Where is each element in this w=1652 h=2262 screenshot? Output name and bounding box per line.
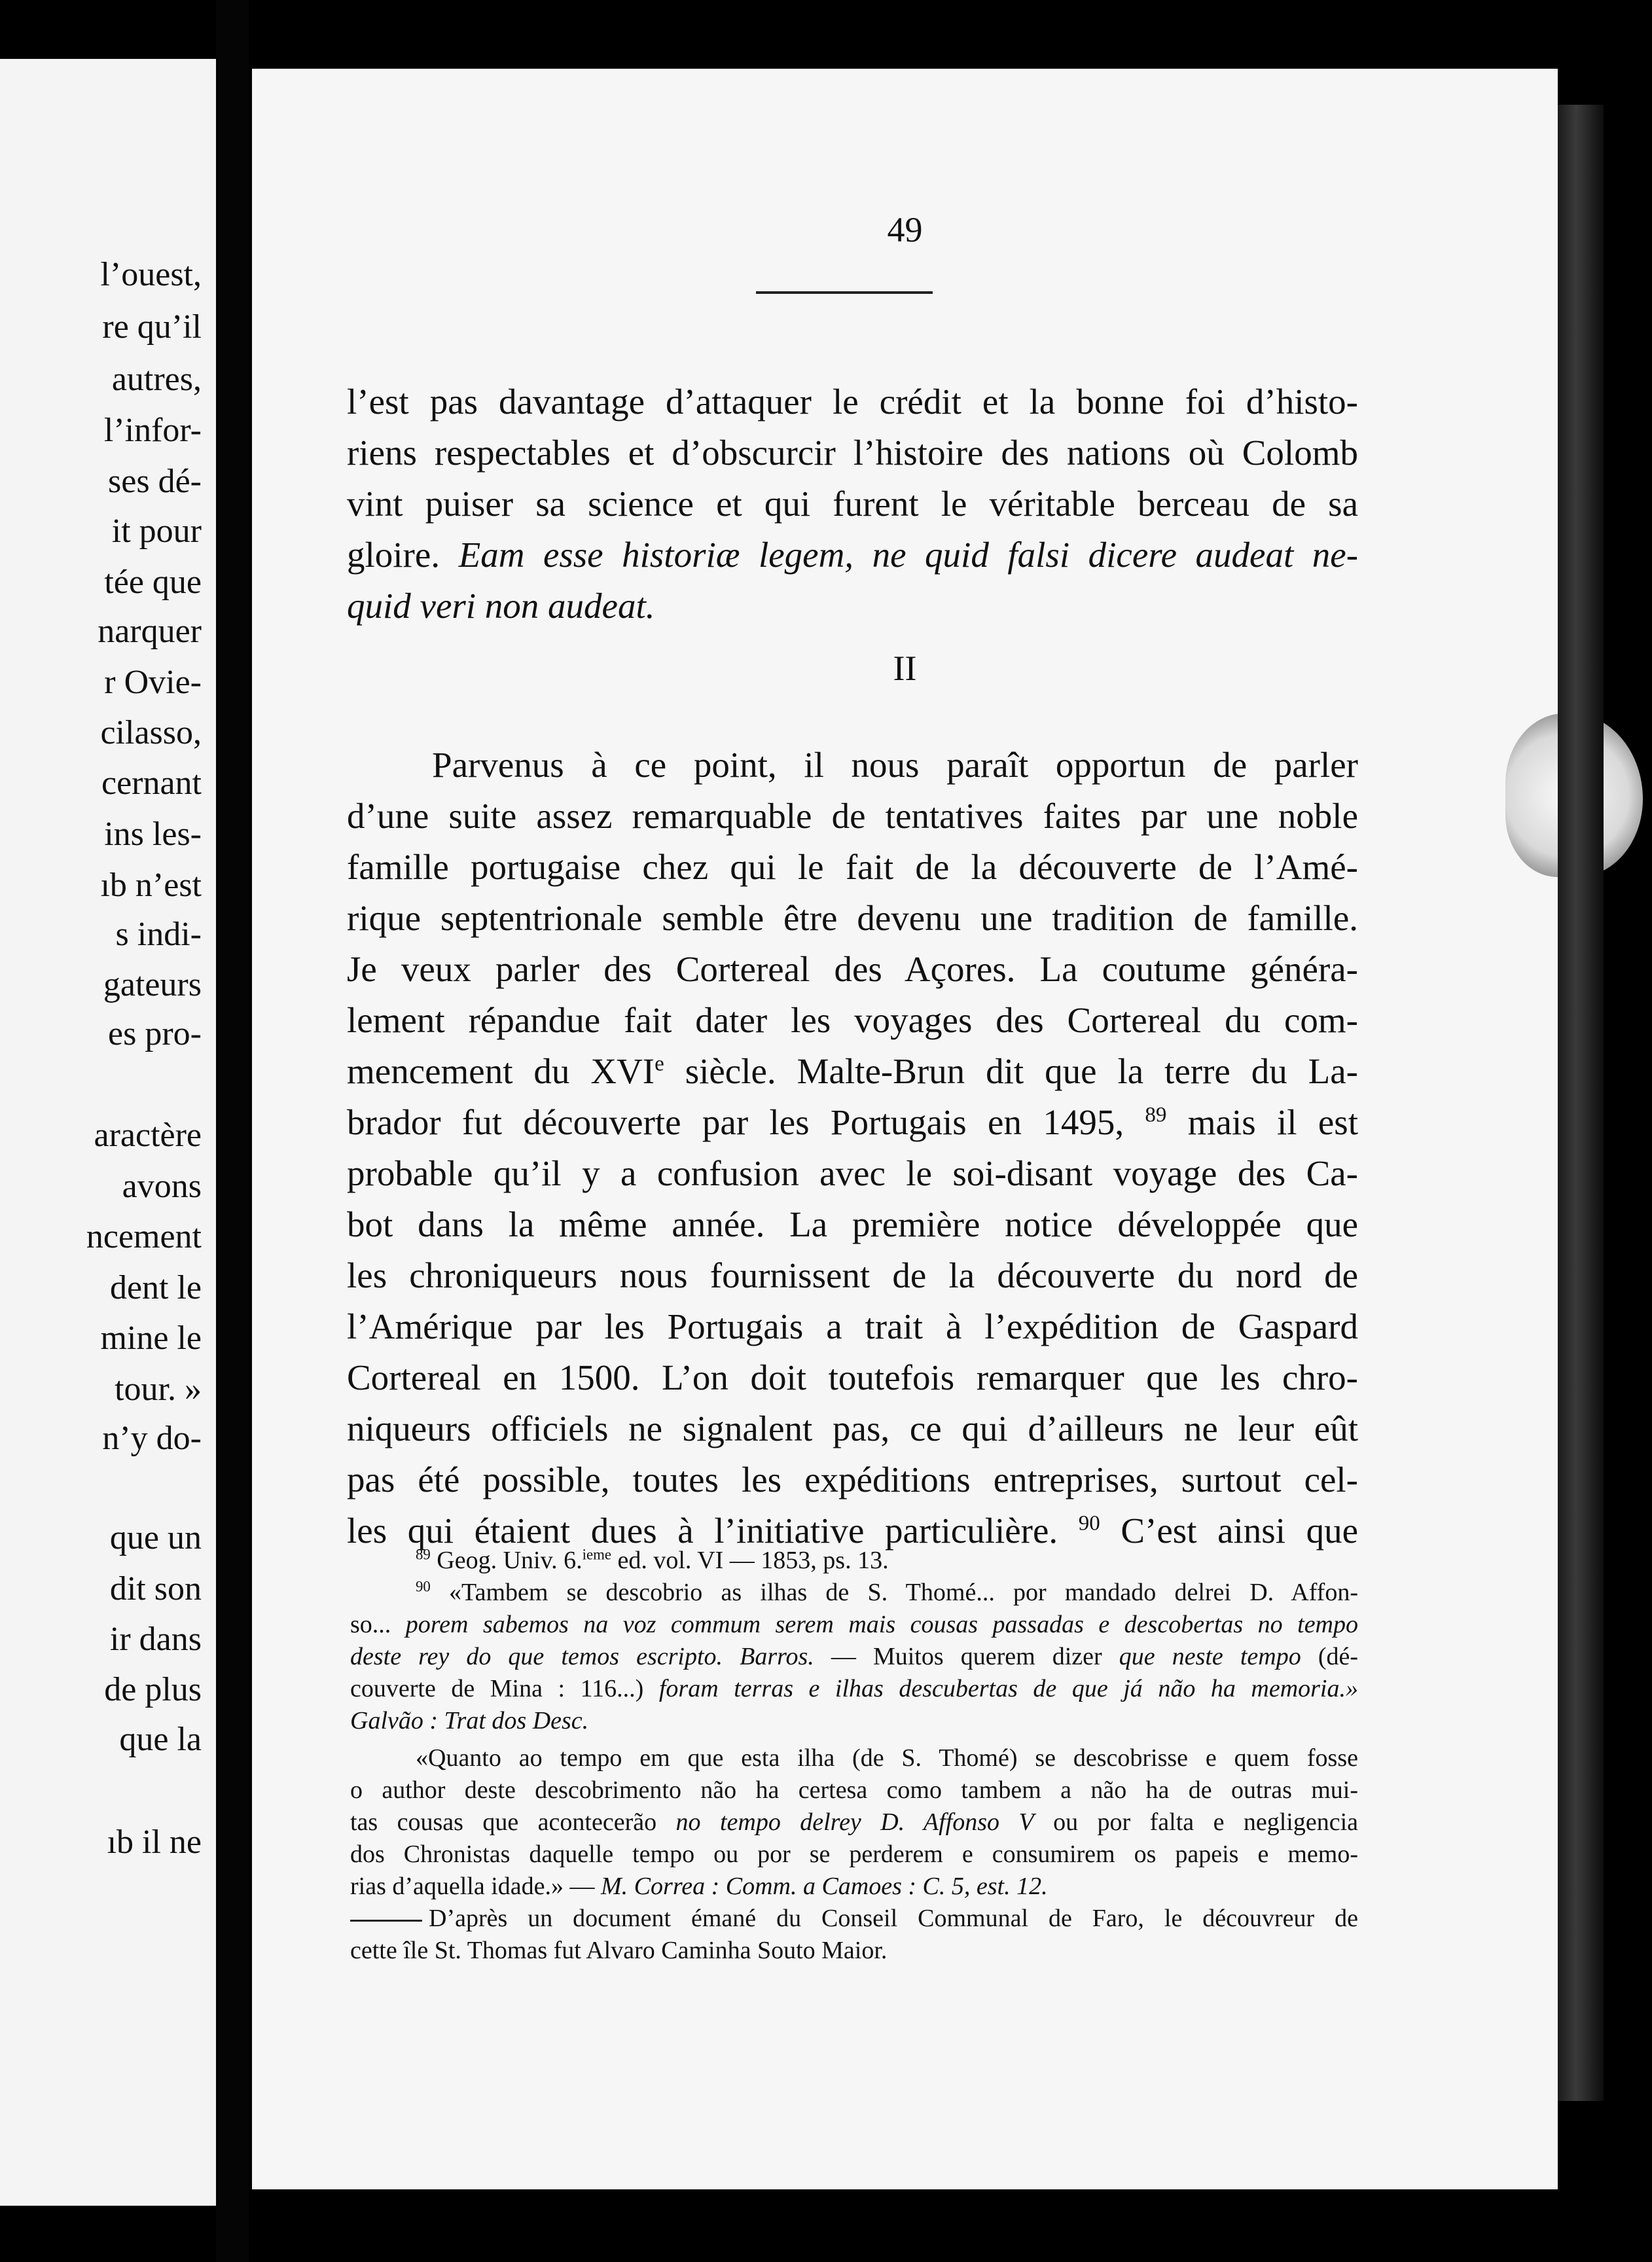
left-page-line: re qu’il	[102, 308, 202, 346]
text-segment: «Tambem se descobrio as ilhas de S. Thomé... por mandado delrei D. Affon-	[430, 1579, 1358, 1606]
text-segment: C’est ainsi que	[1100, 1511, 1359, 1551]
text-italic: deste rey do que temos escripto. Barros.	[350, 1643, 814, 1670]
footnote-line: Galvão : Trat dos Desc.	[350, 1707, 589, 1734]
text-segment: ou por falta e negligencia	[1033, 1808, 1359, 1836]
superscript: ieme	[582, 1546, 611, 1563]
text-line: lement répandue fait dater les voyages des Cortereal du com-	[347, 1000, 1358, 1040]
text-italic: no tempo delrey D. Affonso V	[675, 1808, 1034, 1836]
text-segment: (dé-	[1301, 1643, 1358, 1670]
footnote-line	[350, 1609, 1358, 1641]
text-line: vint puiser sa science et qui furent le véritable berceau de sa	[347, 484, 1358, 524]
page-number-rule	[756, 291, 933, 294]
text-italic: porem sabemos na voz commum serem mais cousas passadas e descobertas no tempo	[391, 1611, 1358, 1638]
left-page-line: de plus	[104, 1671, 202, 1708]
left-page-line: es pro-	[108, 1015, 202, 1052]
text-line: probable qu’il y a confusion avec le soi-disant voyage des Ca-	[347, 1153, 1358, 1193]
left-page-line: dit son	[109, 1570, 202, 1607]
left-page-line: autres,	[111, 361, 202, 398]
left-page-line: ıb il ne	[107, 1823, 202, 1861]
text-italic: que neste tempo	[1119, 1643, 1301, 1670]
left-page-line: it pour	[111, 512, 202, 550]
text-line: d’une suite assez remarquable de tentatives faites par une noble	[347, 796, 1358, 836]
text-line: Parvenus à ce point, il nous paraît opportun de parler	[432, 745, 1358, 785]
left-page-line: que la	[119, 1721, 202, 1758]
text-line: pas été possible, toutes les expéditions entreprises, surtout cel-	[347, 1460, 1358, 1499]
text-italic: M. Correa : Comm. a Camoes : C. 5, est. 12.	[601, 1873, 1048, 1900]
left-page-line: cernant	[101, 764, 202, 802]
footnote-90	[350, 1577, 1358, 1609]
text-line: riens respectables et d’obscurcir l’histoire des nations où Colomb	[347, 433, 1358, 473]
left-page-line: dent le	[109, 1269, 202, 1306]
footnotes	[350, 1545, 1358, 1967]
text-line	[347, 1097, 1358, 1148]
footnote-line	[350, 1806, 1358, 1839]
left-page-line: l’ouest,	[100, 256, 202, 293]
left-page-line: tée que	[104, 564, 202, 601]
left-page-line: aractère	[94, 1117, 202, 1154]
left-page-line: ins les-	[104, 816, 202, 853]
left-page-line: r Ovie-	[104, 664, 202, 701]
text-line: rique septentrionale semble être devenu une tradition de famille.	[347, 898, 1358, 938]
text-line: famille portugaise chez qui le fait de la découverte de l’Amé-	[347, 847, 1358, 887]
footnote-line	[350, 1673, 1358, 1705]
footnote-line	[350, 1903, 1358, 1935]
footnote-ref-90: 90	[1078, 1511, 1100, 1535]
footnote-89	[350, 1545, 1358, 1577]
text-segment: couverte de Mina : 116...)	[350, 1675, 644, 1702]
left-page-line: ıb n’est	[100, 867, 202, 904]
footnote-number: 89	[416, 1546, 431, 1563]
text-segment: les qui étaient dues à l’initiative particulière.	[347, 1511, 1079, 1551]
book-edge	[1558, 105, 1604, 2101]
text-segment: mais il est	[1166, 1102, 1358, 1142]
latin-quote-end: quid veri non audeat.	[347, 586, 655, 626]
footnote-line: «Quanto ao tempo em que esta ilha (de S. Thomé) se descobrisse e quem fosse	[416, 1744, 1358, 1772]
text-line	[347, 530, 1358, 581]
text-segment: ed. vol. VI — 1853, ps. 13.	[611, 1547, 889, 1574]
text-segment: brador fut découverte par les Portugais en 1495,	[347, 1102, 1145, 1142]
book-gutter	[216, 0, 249, 2262]
page-number: 49	[887, 210, 923, 249]
book-page	[252, 69, 1558, 2189]
left-page-line: s indi-	[115, 916, 202, 953]
text-segment: — Muitos querem dizer	[814, 1643, 1119, 1670]
left-page-line: ses dé-	[108, 463, 202, 500]
text-line: l’est pas davantage d’attaquer le crédit et la bonne foi d’histo-	[347, 382, 1358, 422]
text-segment: tas cousas que acontecerão	[350, 1808, 676, 1836]
text-segment: siècle. Malte-Brun dit que la terre du La-	[664, 1051, 1358, 1091]
left-page-line: avons	[122, 1168, 202, 1205]
section-heading: II	[893, 649, 917, 688]
text-roman: gloire.	[347, 535, 440, 575]
paragraph-main	[347, 740, 1358, 1556]
footnote-line: dos Chronistas daquelle tempo ou por se perderem e consumirem os papeis e memo-	[350, 1840, 1358, 1868]
text-italic: foram terras e ilhas descubertas de que já não ha memoria.»	[643, 1675, 1358, 1702]
footnote-line: cette île St. Thomas fut Alvaro Caminha Souto Maior.	[350, 1937, 888, 1964]
left-page-line: n’y do-	[102, 1420, 202, 1457]
text-segment: rias d’aquella idade.» —	[350, 1873, 602, 1900]
text-line: Cortereal en 1500. L’on doit toutefois remarquer que les chro-	[347, 1357, 1358, 1397]
text-line: les chroniqueurs nous fournissent de la découverte du nord de	[347, 1255, 1358, 1295]
text-segment: mencement du XVI	[347, 1051, 655, 1091]
text-segment: Geog. Univ. 6.	[430, 1547, 583, 1574]
left-page-line: narquer	[98, 613, 202, 650]
footnote-line: o author deste descobrimento não ha certesa como tambem a não ha de outras mui-	[350, 1776, 1358, 1804]
footnote-line	[350, 1641, 1358, 1673]
text-segment: D’après un document émané du Conseil Communal de Faro, le découvreur de	[429, 1905, 1358, 1932]
left-page-line: ncement	[86, 1218, 202, 1255]
text-line: l’Amérique par les Portugais a trait à l’expédition de Gaspard	[347, 1306, 1358, 1346]
left-page-line: mine le	[100, 1320, 202, 1357]
text-line: bot dans la même année. La première notice développée que	[347, 1204, 1358, 1244]
superscript: e	[655, 1052, 664, 1076]
text-segment: so...	[350, 1611, 391, 1638]
footnote-number: 90	[416, 1578, 431, 1595]
left-page-line: cilasso,	[100, 714, 202, 751]
text-line: niqueurs officiels ne signalent pas, ce qui d’ailleurs ne leur eût	[347, 1409, 1358, 1448]
text-line: Je veux parler des Cortereal des Açores. La coutume généra-	[347, 949, 1358, 989]
footnote-line	[350, 1871, 1358, 1903]
text-line	[347, 1046, 1358, 1097]
latin-quote: Eam esse historiæ legem, ne quid falsi dicere audeat ne-	[458, 535, 1359, 575]
left-facing-page	[0, 59, 216, 2206]
left-page-line: ir dans	[109, 1621, 202, 1658]
footnote-ref-89: 89	[1145, 1103, 1167, 1127]
left-page-line: l’infor-	[103, 412, 202, 449]
left-page-line: tour. »	[115, 1371, 202, 1408]
left-page-line: que un	[109, 1519, 202, 1556]
note-rule	[350, 1920, 422, 1922]
paragraph-continued	[347, 376, 1358, 632]
left-page-line: gateurs	[103, 966, 202, 1003]
